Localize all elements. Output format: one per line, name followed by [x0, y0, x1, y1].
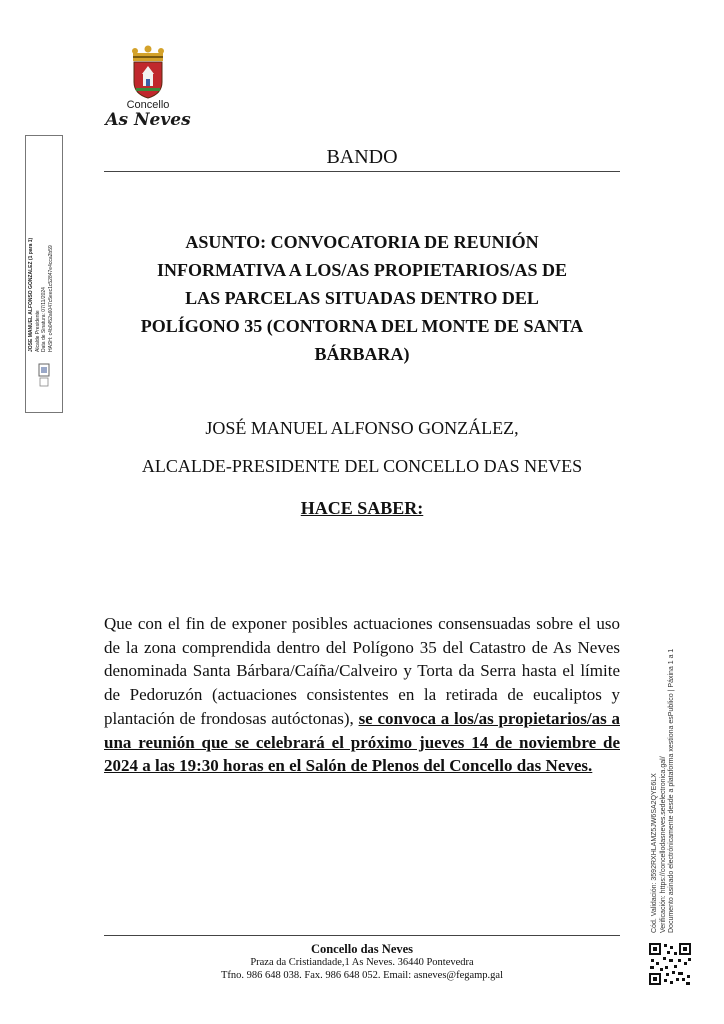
body-paragraph: [104, 612, 620, 778]
signature-stamp-text: [28, 122, 54, 352]
mayor-name: JOSÉ MANUEL ALFONSO GONZÁLEZ,: [205, 418, 519, 438]
validation-code: Cód. Validación: 3592RXHLAMZ5JW6SA2QYE6LX: [651, 773, 658, 933]
body-intro: Que con el fin de exponer posibles actuaciones consensuadas sobre el uso de la zona comprendida dentro del Polígono 35 del Catastro de As Neves denominada Santa Bárbara/Caíña/Calveiro y Torta da Serra hasta el límite de Pedoruzón (actuaciones consistentes en la retirada de eucaliptos y plantación de frondosas autóctonas),: [104, 614, 620, 728]
announcement-heading: HACE SABER:: [300, 498, 424, 518]
subject-line: ASUNTO: CONVOCATORIA DE REUNIÓN: [185, 232, 539, 252]
logo-city-label: Concello: [126, 99, 170, 111]
municipality-logo: [100, 44, 196, 136]
signature-hash: HASH: c4b0452a6047c5eec1c52847e4cca2b59: [47, 245, 54, 352]
subject-line: INFORMATIVA A LOS/AS PROPIETARIOS/AS DE: [156, 260, 568, 280]
heading-divider: [104, 171, 620, 172]
subject-line: POLÍGONO 35 (CONTORNA DEL MONTE DE SANTA: [140, 316, 584, 336]
logo-town-name: As Neves: [105, 110, 191, 130]
qr-code-icon[interactable]: [648, 942, 692, 986]
footer-name: Concello das Neves: [310, 942, 414, 956]
document-heading: BANDO: [326, 146, 398, 168]
signature-signer: JOSE MANUEL ALFONSO GONZALEZ (1 para 1): [28, 237, 34, 352]
footer-contact: Tfno. 986 648 038. Fax. 986 648 052. Email: asneves@fegamp.gal: [220, 970, 504, 981]
validation-note: Documento asinado electrónicamente desde a plataforma xestiona esPublico | Páxina 1 a 1: [668, 648, 675, 933]
validation-url[interactable]: Verificación: https://concellodasneves.sedelectronica.gal/: [659, 756, 667, 933]
subject-block: [104, 228, 620, 368]
footer-divider: [104, 935, 620, 936]
signature-role: Alcalde Presidente: [34, 310, 41, 352]
stamp-crest-icon: [37, 362, 51, 390]
validation-text: [651, 643, 677, 933]
subject-line: LAS PARCELAS SITUADAS DENTRO DEL: [185, 288, 539, 308]
mayor-role: ALCALDE-PRESIDENTE DEL CONCELLO DAS NEVES: [141, 456, 583, 476]
footer-address: Praza da Cristiandade,1 As Neves. 36440 Pontevedra: [250, 957, 474, 968]
subject-line: BÁRBARA): [314, 344, 410, 364]
signature-date: Data de Sinatura: 07/11/2024: [41, 287, 47, 352]
body-emphasis: se convoca a los/as propietarios/as a una reunión que se celebrará el próximo jueves 14 de noviembre de 2024 a las 19:30 horas en el Salón de Plenos del Concello das Neves.: [104, 708, 620, 776]
crest-icon: [100, 44, 196, 100]
